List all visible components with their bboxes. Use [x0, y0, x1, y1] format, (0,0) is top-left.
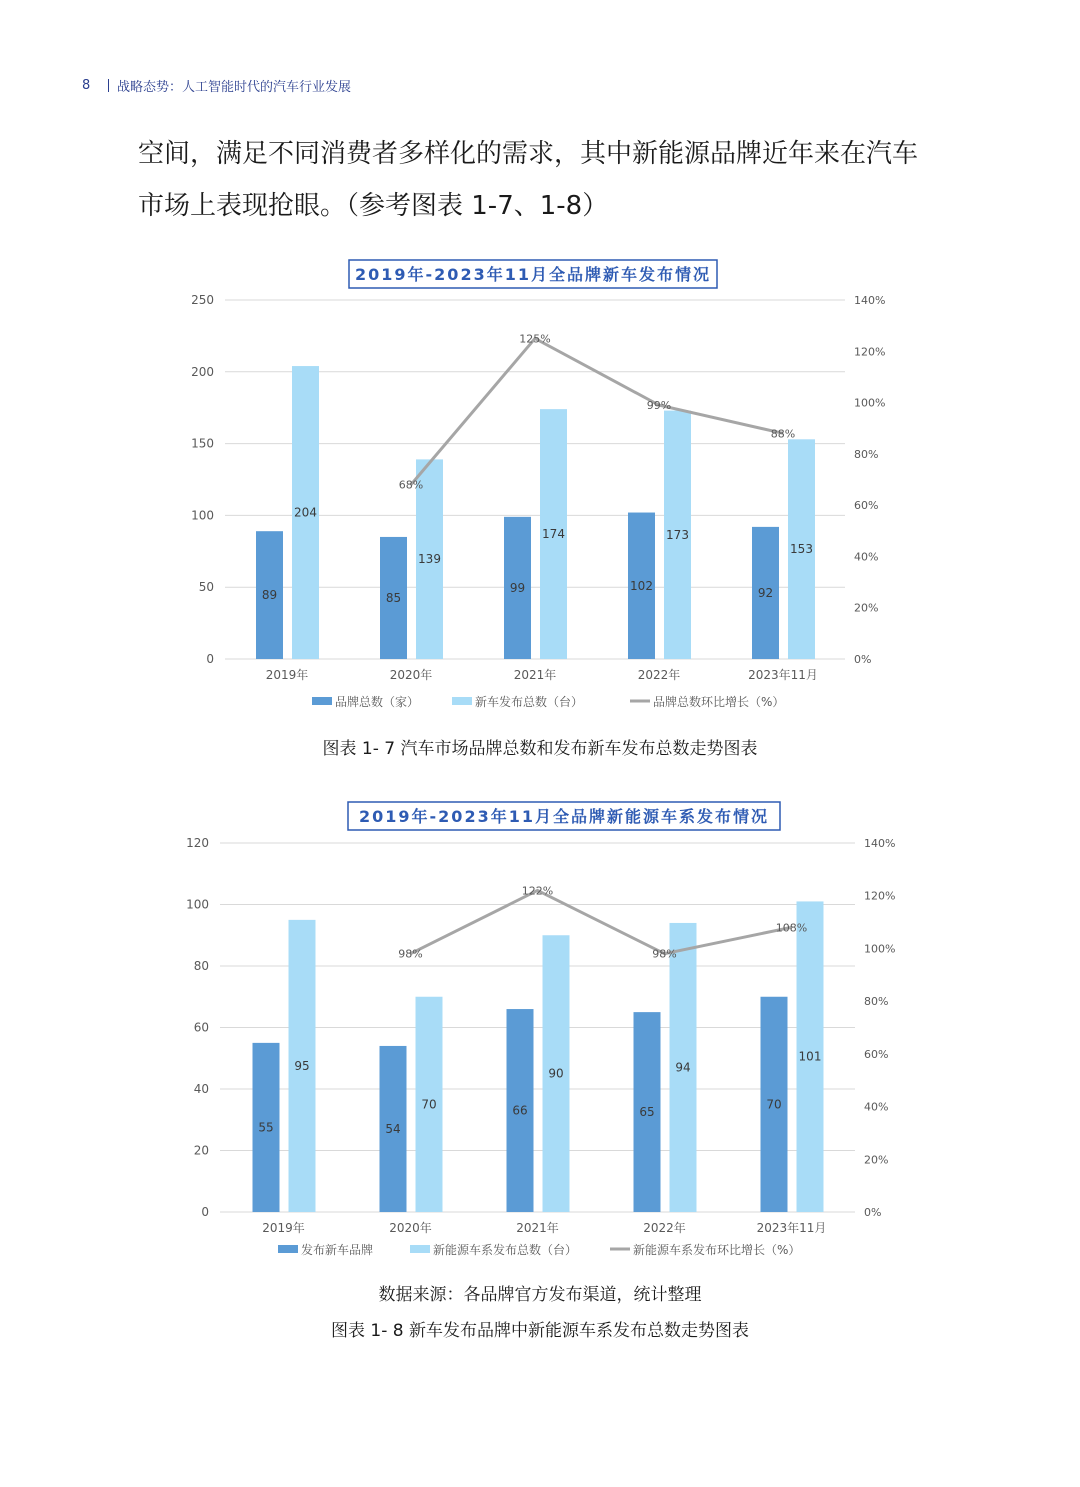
y-tick-label: 80: [193, 959, 209, 973]
legend-label: 发布新车品牌: [301, 1243, 374, 1257]
line-data-label: 88%: [770, 427, 796, 441]
chart-2-svg: [0, 792, 1080, 1267]
y-tick-label: 60: [193, 1020, 209, 1035]
y2-tick-label: 120%: [854, 345, 886, 359]
y2-tick-label: 80%: [854, 447, 879, 461]
body-paragraph: [138, 128, 958, 232]
x-tick-label: 2020年: [389, 1221, 432, 1235]
chart-1-svg: [0, 250, 1080, 720]
y2-tick-label: 20%: [854, 601, 879, 615]
line-data-label: 98%: [398, 947, 423, 961]
line-data-label: 99%: [646, 399, 672, 413]
x-tick-label: 2023年11月: [756, 1221, 827, 1235]
y2-tick-label: 120%: [864, 889, 896, 903]
y2-tick-label: 60%: [864, 1047, 889, 1061]
y-tick-label: 50: [198, 580, 214, 595]
y2-tick-label: 100%: [864, 942, 896, 956]
bar-data-label: 174: [542, 527, 565, 542]
y2-tick-label: 140%: [854, 294, 886, 307]
bar-data-label: 65: [639, 1105, 655, 1120]
y-tick-label: 0: [206, 652, 214, 666]
bar-data-label: 66: [512, 1103, 528, 1118]
y2-tick-label: 40%: [854, 550, 879, 564]
x-tick-label: 2021年: [513, 668, 557, 682]
line-data-label: 98%: [652, 947, 677, 961]
y2-tick-label: 140%: [864, 837, 896, 850]
body-line-1: 空间，满足不同消费者多样化的需求，其中新能源品牌近年来在汽车: [138, 139, 919, 169]
chart-2-container: [0, 792, 1080, 1267]
bar-data-label: 90: [548, 1066, 564, 1081]
x-tick-label: 2019年: [262, 1221, 305, 1235]
header-divider: [108, 79, 109, 92]
y-tick-label: 0: [201, 1205, 209, 1219]
x-tick-label: 2019年: [265, 668, 309, 682]
y-tick-label: 250: [191, 293, 214, 307]
data-source-note: 数据来源：各品牌官方发布渠道，统计整理: [378, 1285, 702, 1305]
bar-data-label: 70: [766, 1097, 782, 1112]
y2-tick-label: 0%: [854, 653, 872, 666]
bar-data-label: 101: [798, 1049, 822, 1064]
y-tick-label: 120: [186, 836, 209, 850]
bar-data-label: 92: [757, 585, 774, 600]
bar-data-label: 139: [418, 552, 441, 567]
y-tick-label: 100: [191, 508, 214, 523]
bar-data-label: 54: [385, 1121, 401, 1136]
legend-label: 品牌总数（家）: [335, 695, 420, 709]
legend-swatch: [410, 1245, 430, 1253]
bar-data-label: 70: [421, 1097, 437, 1112]
legend-swatch: [278, 1245, 298, 1253]
bar-data-label: 89: [261, 588, 278, 603]
x-tick-label: 2023年11月: [748, 668, 818, 682]
bar-data-label: 204: [294, 505, 317, 520]
bar-data-label: 55: [258, 1120, 274, 1135]
legend-swatch: [312, 697, 332, 705]
y2-tick-label: 60%: [854, 499, 879, 513]
bar-data-label: 85: [385, 590, 402, 605]
growth-line: [411, 890, 792, 953]
y2-tick-label: 0%: [864, 1206, 882, 1219]
page-number: 8: [82, 78, 91, 93]
x-tick-label: 2021年: [516, 1221, 559, 1235]
legend-label: 新能源车系发布总数（台）: [433, 1243, 578, 1257]
y2-tick-label: 40%: [864, 1100, 889, 1114]
line-data-label: 122%: [521, 884, 554, 898]
bar-data-label: 173: [666, 527, 689, 542]
header-title: 战略态势：人工智能时代的汽车行业发展: [117, 80, 352, 95]
line-data-label: 125%: [519, 332, 551, 346]
body-line-2: 市场上表现抢眼。（参考图表 1-7、1-8）: [138, 191, 609, 221]
bar-data-label: 102: [630, 578, 653, 593]
y-tick-label: 100: [186, 897, 209, 912]
bar-data-label: 153: [790, 542, 813, 557]
y-tick-label: 20: [193, 1143, 209, 1158]
legend-label: 新车发布总数（台）: [475, 695, 584, 709]
y-tick-label: 40: [193, 1082, 209, 1096]
figure-7-caption: 图表 1- 7 汽车市场品牌总数和发布新车发布总数走势图表: [322, 739, 758, 759]
chart-title: 2019年-2023年11月全品牌新车发布情况: [355, 265, 711, 284]
y2-tick-label: 20%: [864, 1153, 889, 1167]
legend-label: 新能源车系发布环比增长（%）: [633, 1243, 801, 1257]
y-tick-label: 200: [191, 364, 214, 379]
x-tick-label: 2020年: [389, 668, 433, 682]
figure-8-caption: 图表 1- 8 新车发布品牌中新能源车系发布总数走势图表: [331, 1321, 749, 1341]
chart-title: 2019年-2023年11月全品牌新能源车系发布情况: [359, 807, 769, 826]
legend-label: 品牌总数环比增长（%）: [653, 695, 785, 709]
y2-tick-label: 100%: [854, 396, 886, 410]
bar-data-label: 95: [294, 1058, 310, 1073]
line-data-label: 68%: [398, 478, 424, 492]
page-header: [82, 76, 351, 95]
y-tick-label: 150: [191, 436, 214, 451]
x-tick-label: 2022年: [643, 1221, 686, 1235]
line-data-label: 108%: [775, 921, 808, 935]
bar-data-label: 99: [509, 580, 526, 595]
chart-1-container: [0, 250, 1080, 720]
growth-line: [411, 338, 783, 484]
legend-swatch: [452, 697, 472, 705]
bar-data-label: 94: [675, 1060, 691, 1075]
x-tick-label: 2022年: [637, 668, 681, 682]
y2-tick-label: 80%: [864, 995, 889, 1009]
